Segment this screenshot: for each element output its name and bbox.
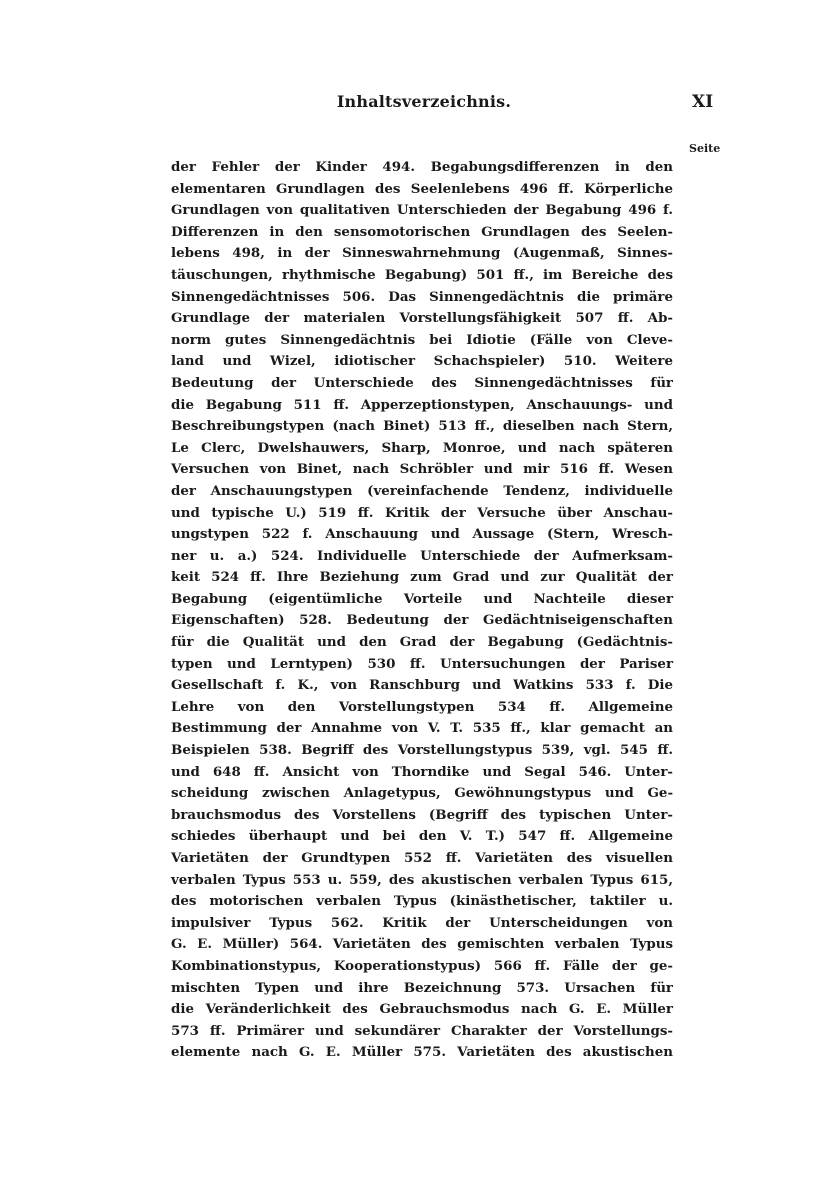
text-line: Sinnengedächtnisses 506. Das Sinnengedächtnis die primäre — [171, 288, 673, 305]
text-line: land und Wizel, idiotischer Schachspieler) 510. Weitere — [171, 353, 673, 370]
text-line: Grundlagen von qualitativen Unterschieden der Begabung 496 f. — [171, 202, 673, 219]
text-line: impulsiver Typus 562. Kritik der Unterscheidungen von — [171, 914, 673, 931]
text-line: elemente nach G. E. Müller 575. Varietäten des akustischen — [171, 1044, 673, 1061]
text-line: G. E. Müller) 564. Varietäten des gemischten verbalen Typus — [171, 936, 673, 953]
text-line: 573 ff. Primärer und sekundärer Charakter der Vorstellungs- — [171, 1022, 673, 1039]
text-line: der Fehler der Kinder 494. Begabungsdifferenzen in den — [171, 159, 673, 175]
text-line: und 648 ff. Ansicht von Thorndike und Segal 546. Unter- — [171, 763, 673, 780]
text-line: Kombinationstypus, Kooperationstypus) 566 ff. Fälle der ge- — [171, 957, 673, 974]
table-of-contents-text — [171, 157, 673, 1064]
text-line: ungstypen 522 f. Anschauung und Aussage (Stern, Wresch- — [171, 526, 673, 543]
text-line: täuschungen, rhythmische Begabung) 501 ff., im Bereiche des — [171, 266, 673, 283]
text-line: Lehre von den Vorstellungstypen 534 ff. Allgemeine — [171, 698, 673, 715]
text-line: schiedes überhaupt und bei den V. T.) 547 ff. Allgemeine — [171, 828, 673, 845]
text-line: des motorischen verbalen Typus (kinästhetischer, taktiler u. — [171, 893, 673, 910]
text-line: die Veränderlichkeit des Gebrauchsmodus nach G. E. Müller — [171, 1001, 673, 1018]
page-number: XI — [692, 92, 714, 112]
text-line: Varietäten der Grundtypen 552 ff. Varietäten des visuellen — [171, 850, 673, 866]
text-line: Beispielen 538. Begriff des Vorstellungstypus 539, vgl. 545 ff. — [171, 742, 673, 759]
text-line: Begabung (eigentümliche Vorteile und Nachteile dieser — [171, 590, 673, 607]
text-line: und typische U.) 519 ff. Kritik der Versuche über Anschau- — [171, 504, 673, 521]
text-line: elementaren Grundlagen des Seelenlebens 496 ff. Körperliche — [171, 180, 673, 197]
text-line: Le Clerc, Dwelshauwers, Sharp, Monroe, und nach späteren — [171, 439, 673, 456]
text-line: Differenzen in den sensomotorischen Grundlagen des Seelen- — [171, 223, 673, 240]
text-line: Bestimmung der Annahme von V. T. 535 ff., klar gemacht an — [171, 720, 673, 737]
text-line: keit 524 ff. Ihre Beziehung zum Grad und zur Qualität der — [171, 569, 673, 586]
text-line: verbalen Typus 553 u. 559, des akustischen verbalen Typus 615, — [171, 871, 673, 888]
text-line: Bedeutung der Unterschiede des Sinnengedächtnisses für — [171, 374, 673, 391]
text-line: ner u. a.) 524. Individuelle Unterschiede der Aufmerksam- — [171, 547, 673, 564]
text-line: lebens 498, in der Sinneswahrnehmung (Augenmaß, Sinnes- — [171, 245, 673, 262]
text-line: brauchsmodus des Vorstellens (Begriff des typischen Unter- — [171, 806, 673, 823]
text-line: Gesellschaft f. K., von Ranschburg und Watkins 533 f. Die — [171, 677, 673, 694]
text-line: norm gutes Sinnengedächtnis bei Idiotie (Fälle von Cleve- — [171, 331, 673, 348]
text-line: Versuchen von Binet, nach Schröbler und mir 516 ff. Wesen — [171, 461, 673, 478]
text-line: mischten Typen und ihre Bezeichnung 573. Ursachen für — [171, 979, 673, 996]
running-head — [0, 92, 840, 120]
text-line: für die Qualität und den Grad der Begabung (Gedächtnis- — [171, 634, 673, 651]
text-line: typen und Lerntypen) 530 ff. Untersuchungen der Pariser — [171, 655, 673, 672]
text-line: der Anschauungstypen (vereinfachende Tendenz, individuelle — [171, 482, 673, 499]
text-line: Grundlage der materialen Vorstellungsfähigkeit 507 ff. Ab- — [171, 310, 673, 327]
page-column-label: Seite — [689, 142, 721, 155]
text-line: Eigenschaften) 528. Bedeutung der Gedächtniseigenschaften — [171, 612, 673, 629]
page-title: Inhaltsverzeichnis. — [336, 92, 512, 111]
text-line: die Begabung 511 ff. Apperzeptionstypen, Anschauungs- und — [171, 396, 673, 413]
text-line: scheidung zwischen Anlagetypus, Gewöhnungstypus und Ge- — [171, 785, 673, 802]
text-line: Beschreibungstypen (nach Binet) 513 ff., dieselben nach Stern, — [171, 418, 673, 435]
